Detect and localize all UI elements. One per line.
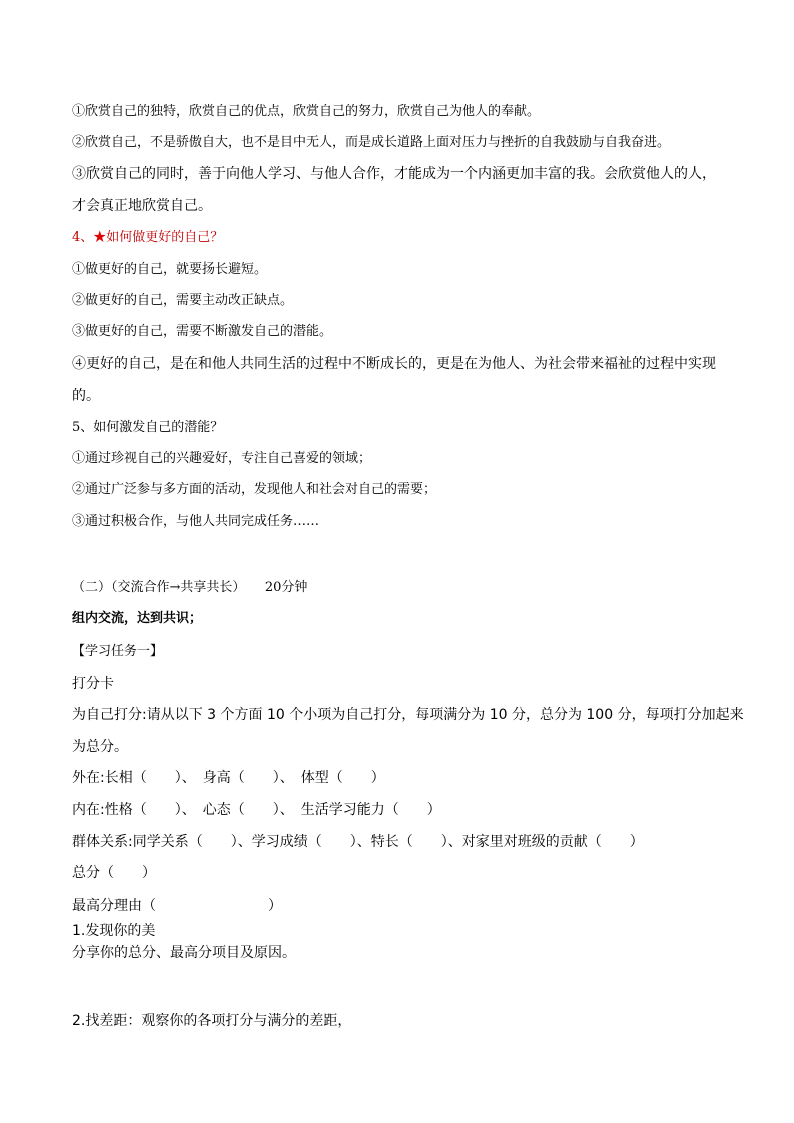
task-title: 【学习任务一】 bbox=[72, 644, 164, 659]
q4-heading bbox=[72, 229, 223, 247]
item1-title: 1.发现你的美 bbox=[72, 923, 156, 939]
q5-point-3: ③通过积极合作，与他人共同完成任务…… bbox=[72, 514, 320, 529]
highest-reason: 最高分理由（ ） bbox=[72, 898, 282, 914]
score-outer: 外在:长相（ ）、 身高（ ）、 体型（ ） bbox=[72, 770, 385, 786]
q4-title: 如何做更好的自己？ bbox=[106, 230, 224, 245]
instruction-line-2: 为总分。 bbox=[72, 739, 128, 755]
q5-point-2: ②通过广泛参与多方面的活动，发现他人和社会对自己的需要； bbox=[72, 482, 437, 497]
q4-point-4-cont: 的。 bbox=[72, 388, 100, 404]
q5-heading: 5、如何激发自己的潜能？ bbox=[72, 420, 224, 435]
section2-subheading: 组内交流，达到共识； bbox=[72, 611, 203, 626]
q4-point-2: ②做更好的自己，需要主动改正缺点。 bbox=[72, 293, 294, 308]
instruction-line-1: 为自己打分:请从以下 3 个方面 10 个小项为自己打分，每项满分为 10 分，总分为 100 分，每项打分加起来 bbox=[72, 707, 744, 723]
item2-text: 2.找差距：观察你的各项打分与满分的差距， bbox=[72, 1013, 352, 1029]
appreciate-point-3-cont: 才会真正地欣赏自己。 bbox=[72, 198, 212, 214]
q4-point-3: ③做更好的自己，需要不断激发自己的潜能。 bbox=[72, 324, 333, 339]
q4-point-4: ④更好的自己，是在和他人共同生活的过程中不断成长的，更是在为他人、为社会带来福祉的过程中实现 bbox=[72, 356, 716, 372]
appreciate-point-2: ②欣赏自己，不是骄傲自大，也不是目中无人，而是成长道路上面对压力与挫折的自我鼓励与自我奋进。 bbox=[72, 135, 671, 150]
score-total: 总分（ ） bbox=[72, 865, 156, 881]
q4-number: 4、 bbox=[72, 230, 94, 245]
appreciate-point-3: ③欣赏自己的同时，善于向他人学习、与他人合作，才能成为一个内涵更加丰富的我。会欣赏他人的人， bbox=[72, 166, 716, 182]
card-title: 打分卡 bbox=[72, 676, 114, 692]
q4-point-1: ①做更好的自己，就要扬长避短。 bbox=[72, 262, 268, 277]
appreciate-point-1: ①欣赏自己的独特，欣赏自己的优点，欣赏自己的努力，欣赏自己为他人的奉献。 bbox=[72, 104, 541, 119]
score-inner: 内在:性格（ ）、 心态（ ）、 生活学习能力（ ） bbox=[72, 802, 441, 818]
score-group: 群体关系:同学关系（ ）、学习成绩（ ）、特长（ ）、对家里对班级的贡献（ ） bbox=[72, 834, 644, 850]
q5-point-1: ①通过珍视自己的兴趣爱好，专注自己喜爱的领域； bbox=[72, 451, 372, 466]
star-icon: ★ bbox=[93, 230, 107, 245]
section2-heading: （二）（交流合作→共享共长） 20分钟 bbox=[72, 580, 308, 595]
item1-text: 分享你的总分、最高分项目及原因。 bbox=[72, 945, 296, 961]
